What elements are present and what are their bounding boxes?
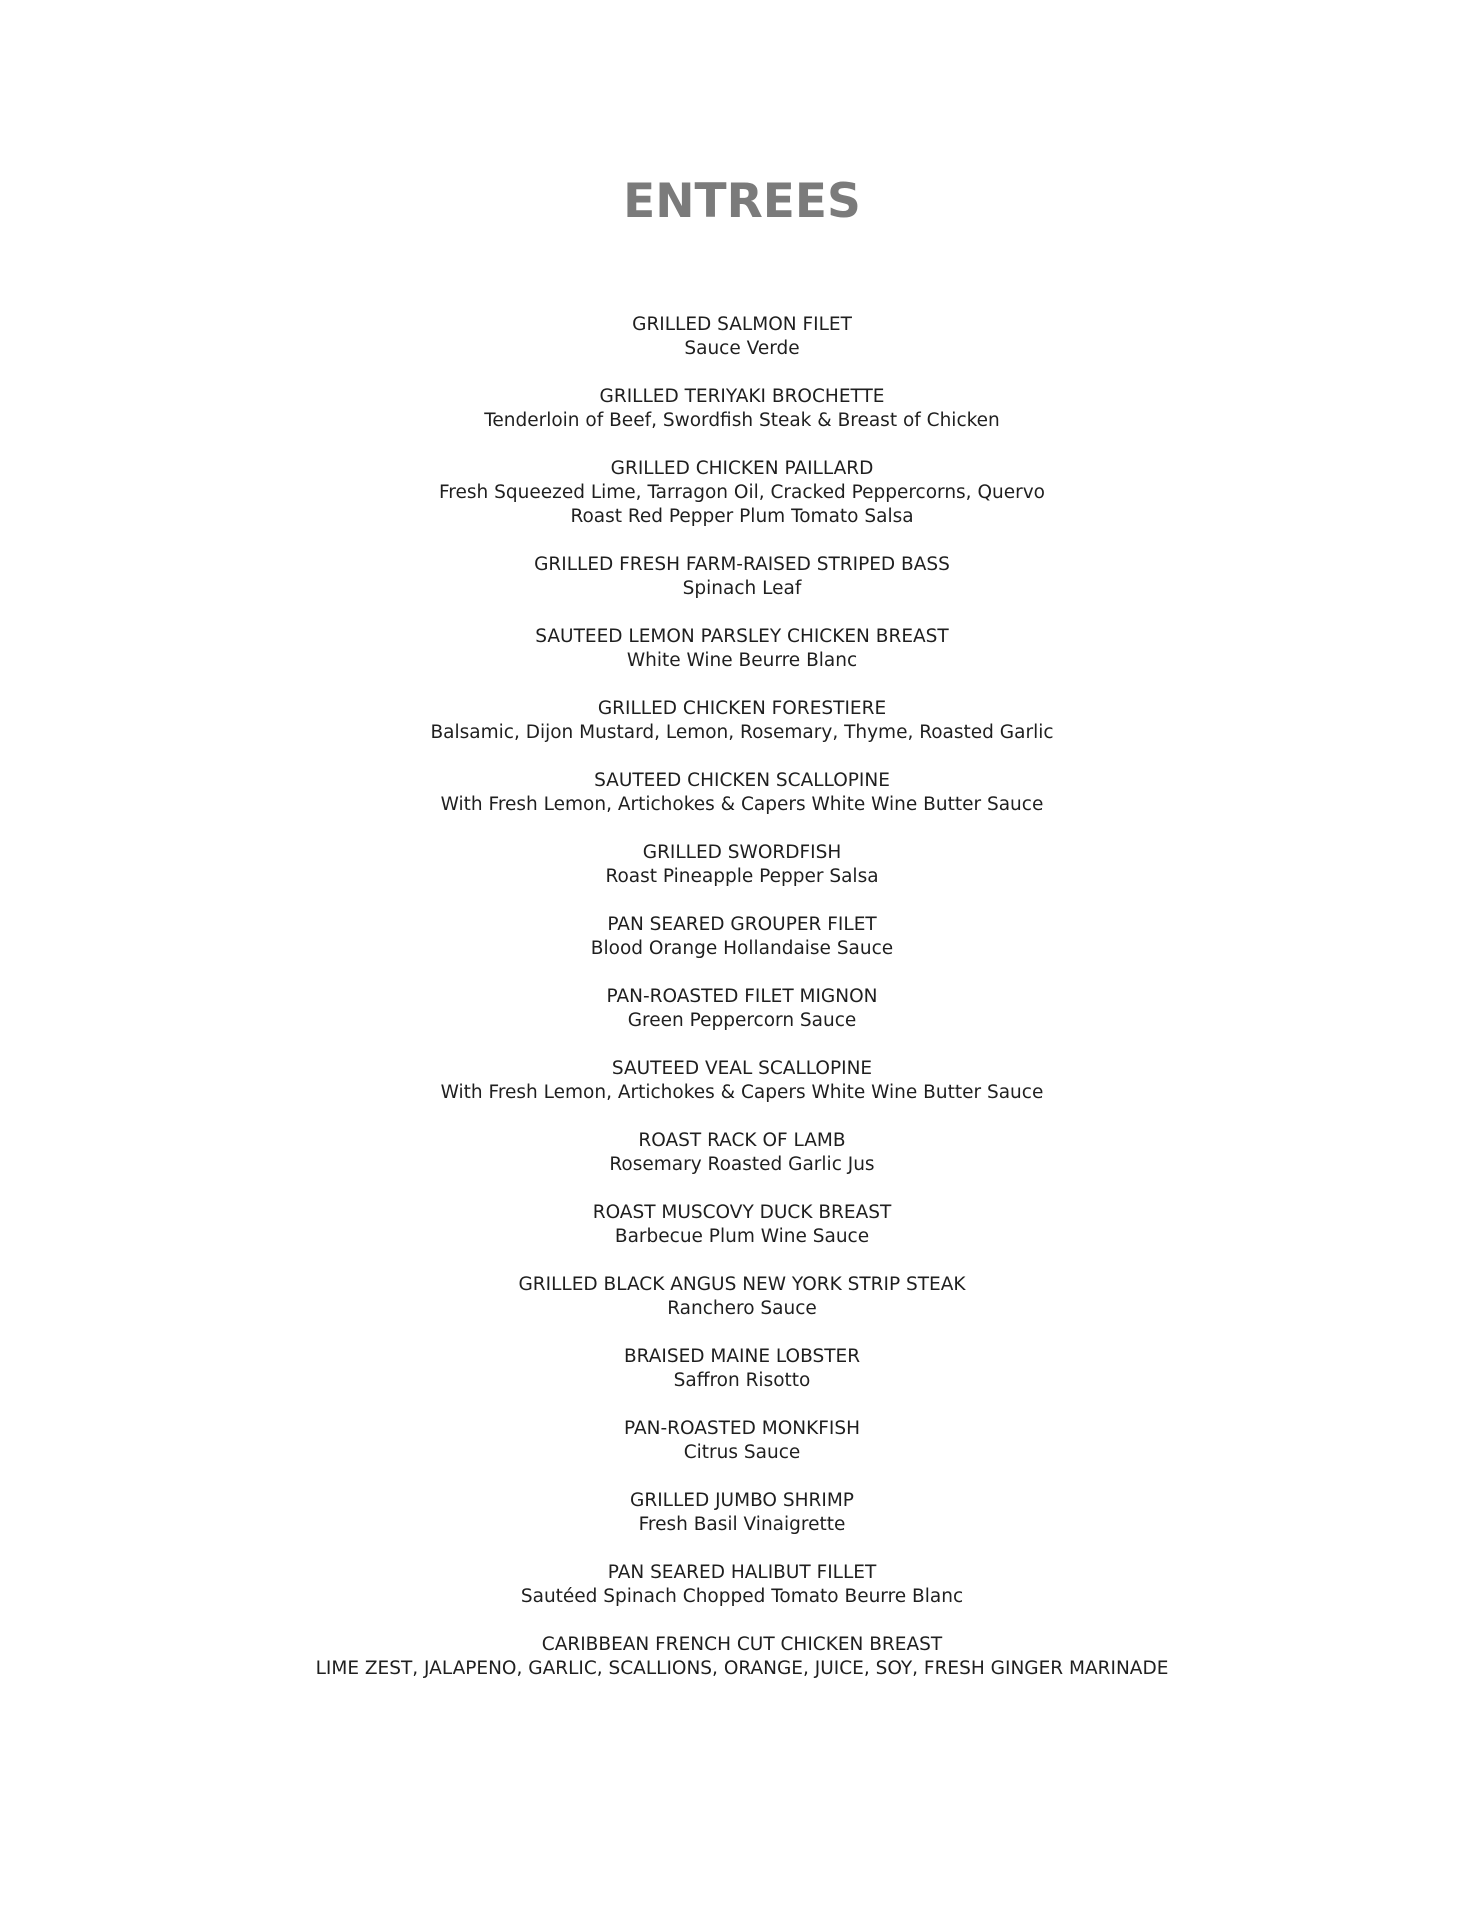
menu-item-description: With Fresh Lemon, Artichokes & Capers White Wine Butter Sauce: [440, 1082, 1044, 1103]
menu-item-name: ROAST MUSCOVY DUCK BREAST: [592, 1202, 892, 1223]
menu-item: [0, 913, 1484, 961]
menu-item-name: PAN-ROASTED MONKFISH: [624, 1418, 860, 1439]
menu-item: [0, 985, 1484, 1033]
menu-item: [0, 1129, 1484, 1177]
menu-item-description: Spinach Leaf: [682, 578, 802, 599]
menu-item-description: Citrus Sauce: [683, 1442, 801, 1463]
menu-item-description: Sautéed Spinach Chopped Tomato Beurre Blanc: [520, 1586, 964, 1607]
menu-item-name: PAN SEARED HALIBUT FILLET: [607, 1562, 877, 1583]
menu-item-name: GRILLED TERIYAKI BROCHETTE: [599, 386, 885, 407]
menu-item: [0, 385, 1484, 433]
entree-list: [0, 313, 1484, 1705]
menu-item-description: Blood Orange Hollandaise Sauce: [590, 938, 894, 959]
page-title: ENTREES: [623, 174, 861, 229]
menu-item: [0, 457, 1484, 529]
menu-item: [0, 841, 1484, 889]
menu-item: [0, 697, 1484, 745]
menu-item-description: Sauce Verde: [684, 338, 800, 359]
menu-item-name: GRILLED JUMBO SHRIMP: [630, 1490, 854, 1511]
menu-item: [0, 1345, 1484, 1393]
menu-item-name: ROAST RACK OF LAMB: [638, 1130, 846, 1151]
menu-item-name: BRAISED MAINE LOBSTER: [623, 1346, 861, 1367]
menu-item: [0, 553, 1484, 601]
menu-item-name: GRILLED SALMON FILET: [632, 314, 852, 335]
menu-item-name: SAUTEED CHICKEN SCALLOPINE: [594, 770, 890, 791]
menu-item-name: GRILLED CHICKEN FORESTIERE: [597, 698, 887, 719]
menu-item-description: Green Peppercorn Sauce: [627, 1010, 857, 1031]
menu-item-description: Saffron Risotto: [673, 1370, 811, 1391]
menu-item-name: GRILLED FRESH FARM-RAISED STRIPED BASS: [534, 554, 950, 575]
menu-item-description: With Fresh Lemon, Artichokes & Capers White Wine Butter Sauce: [440, 794, 1044, 815]
menu-item-name: GRILLED CHICKEN PAILLARD: [610, 458, 874, 479]
menu-item-name: PAN-ROASTED FILET MIGNON: [606, 986, 878, 1007]
menu-item: [0, 1489, 1484, 1537]
menu-item: [0, 1273, 1484, 1321]
menu-item-description: LIME ZEST, JALAPENO, GARLIC, SCALLIONS, ORANGE, JUICE, SOY, FRESH GINGER MARINADE: [315, 1658, 1169, 1679]
menu-item: [0, 1057, 1484, 1105]
menu-item-description: Fresh Squeezed Lime, Tarragon Oil, Cracked Peppercorns, Quervo: [439, 482, 1045, 503]
menu-item-description: Rosemary Roasted Garlic Jus: [609, 1154, 875, 1175]
menu-item-description: Roast Pineapple Pepper Salsa: [605, 866, 879, 887]
menu-item: [0, 1633, 1484, 1681]
menu-item-description: Barbecue Plum Wine Sauce: [614, 1226, 870, 1247]
menu-item-description: Ranchero Sauce: [667, 1298, 817, 1319]
menu-item-description: Roast Red Pepper Plum Tomato Salsa: [570, 506, 914, 527]
menu-item: [0, 625, 1484, 673]
menu-item-description: Balsamic, Dijon Mustard, Lemon, Rosemary, Thyme, Roasted Garlic: [430, 722, 1054, 743]
menu-item-name: GRILLED BLACK ANGUS NEW YORK STRIP STEAK: [518, 1274, 966, 1295]
menu-item-description: Tenderloin of Beef, Swordfish Steak & Breast of Chicken: [484, 410, 1000, 431]
menu-item-name: CARIBBEAN FRENCH CUT CHICKEN BREAST: [541, 1634, 943, 1655]
menu-item-description: Fresh Basil Vinaigrette: [638, 1514, 846, 1535]
menu-item-name: GRILLED SWORDFISH: [642, 842, 842, 863]
menu-item: [0, 1417, 1484, 1465]
menu-item-name: PAN SEARED GROUPER FILET: [607, 914, 877, 935]
menu-item: [0, 769, 1484, 817]
menu-item: [0, 313, 1484, 361]
menu-item-name: SAUTEED VEAL SCALLOPINE: [611, 1058, 873, 1079]
menu-item: [0, 1561, 1484, 1609]
menu-item-description: White Wine Beurre Blanc: [626, 650, 858, 671]
menu-item: [0, 1201, 1484, 1249]
menu-item-name: SAUTEED LEMON PARSLEY CHICKEN BREAST: [535, 626, 949, 647]
